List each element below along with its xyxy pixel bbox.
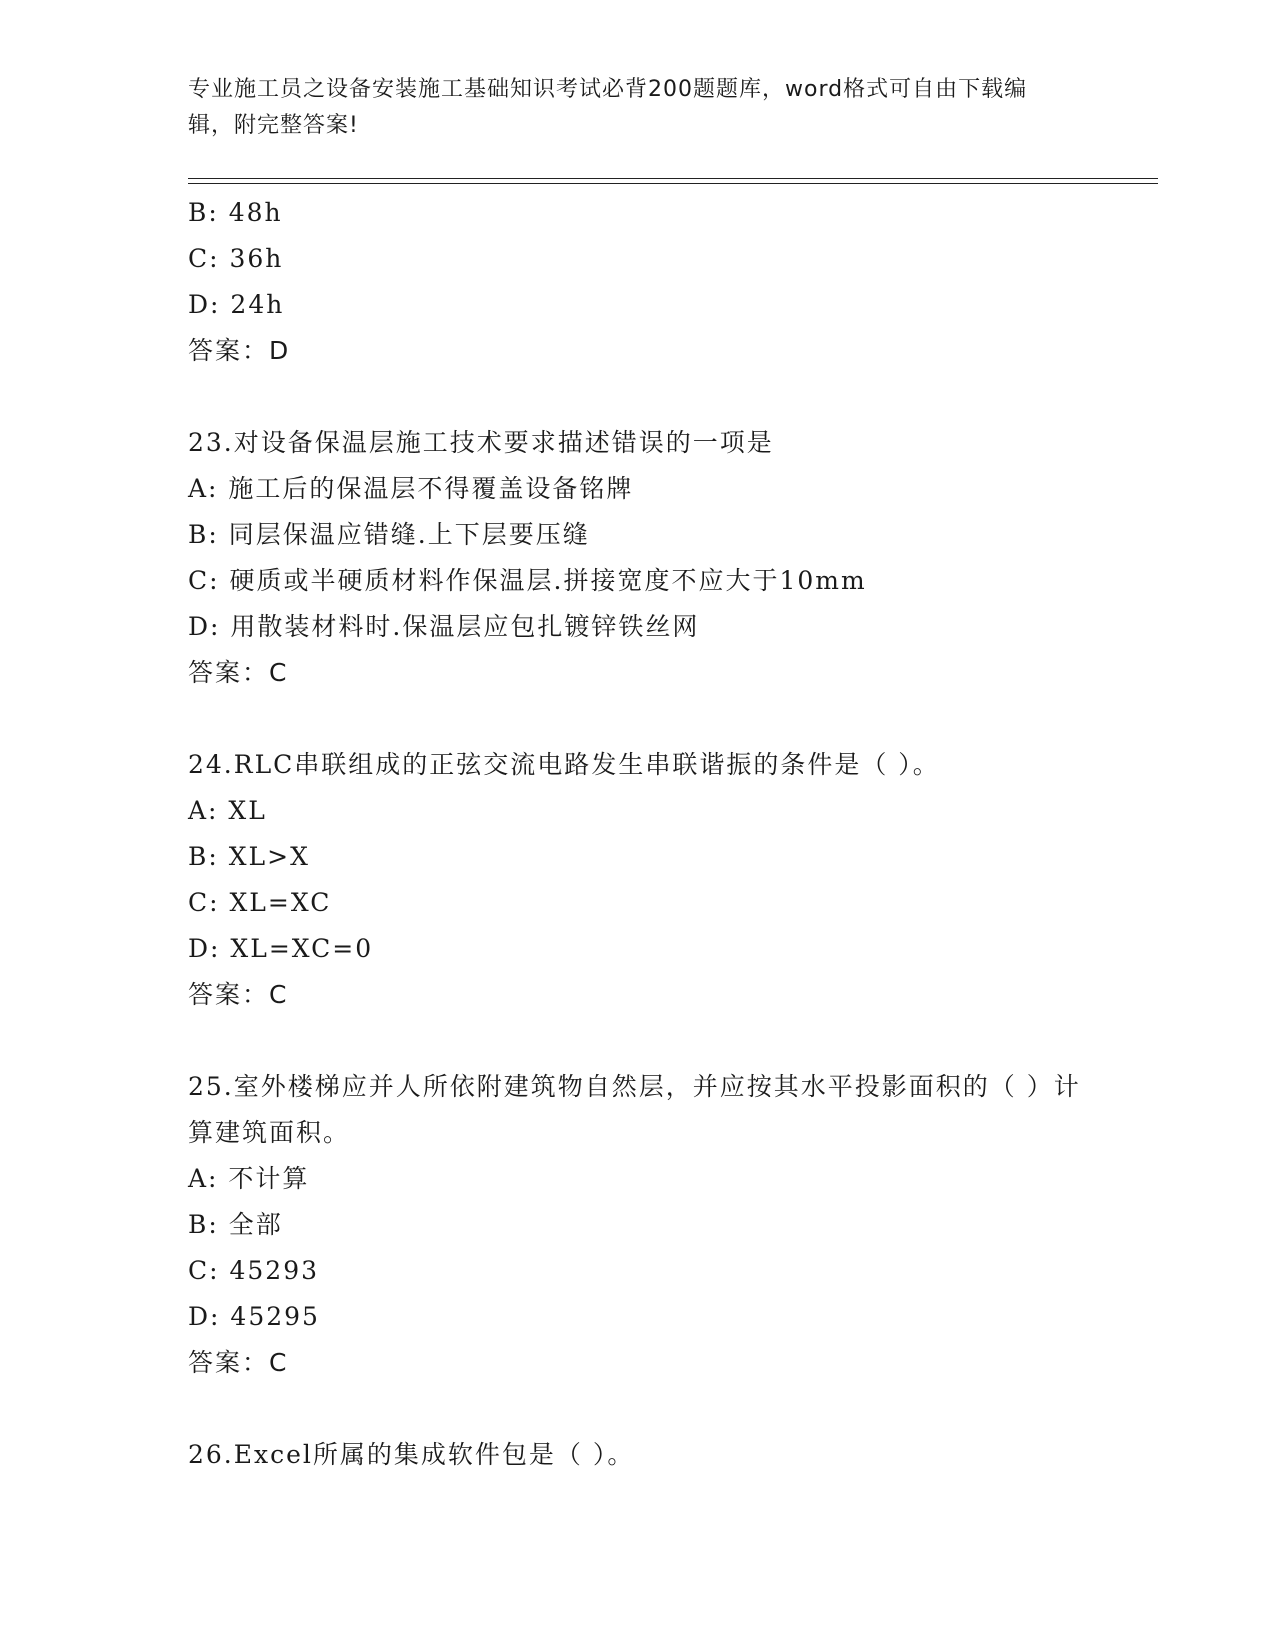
page-header bbox=[188, 72, 1088, 144]
option-b: B: 全部 bbox=[188, 1210, 283, 1239]
option-d: D: 45295 bbox=[188, 1302, 320, 1331]
answer: 答案：C bbox=[188, 658, 289, 687]
question-text: 24.RLC串联组成的正弦交流电路发生串联谐振的条件是（ ）。 bbox=[188, 750, 940, 779]
question-26 bbox=[188, 1432, 1188, 1478]
option-d: D: 24h bbox=[188, 290, 285, 319]
question-text: 25.室外楼梯应并人所依附建筑物自然层，并应按其水平投影面积的（ ）计算建筑面积。 bbox=[188, 1072, 1081, 1147]
question-22 bbox=[188, 190, 1188, 374]
option-c: C: XL=XC bbox=[188, 888, 332, 917]
option-d: D: XL=XC=0 bbox=[188, 934, 374, 963]
document-body bbox=[188, 190, 1188, 1478]
option-a: A: 不计算 bbox=[188, 1164, 310, 1193]
question-23 bbox=[188, 420, 1188, 696]
question-24 bbox=[188, 742, 1188, 1018]
option-c: C: 36h bbox=[188, 244, 284, 273]
option-a: A: 施工后的保温层不得覆盖设备铭牌 bbox=[188, 474, 634, 503]
option-d: D: 用散装材料时.保温层应包扎镀锌铁丝网 bbox=[188, 612, 700, 641]
answer: 答案：C bbox=[188, 1348, 289, 1377]
option-a: A: XL bbox=[188, 796, 267, 825]
question-text: 26.Excel所属的集成软件包是（ ）。 bbox=[188, 1440, 635, 1469]
option-b: B: 同层保温应错缝.上下层要压缝 bbox=[188, 520, 590, 549]
option-c: C: 硬质或半硬质材料作保温层.拼接宽度不应大于10mm bbox=[188, 566, 867, 595]
question-text: 23.对设备保温层施工技术要求描述错误的一项是 bbox=[188, 428, 774, 457]
header-divider-bottom bbox=[188, 183, 1158, 184]
option-c: C: 45293 bbox=[188, 1256, 320, 1285]
answer: 答案：D bbox=[188, 336, 291, 365]
header-divider-top bbox=[188, 178, 1158, 179]
question-25 bbox=[188, 1064, 1188, 1386]
option-b: B: XL>X bbox=[188, 842, 310, 871]
answer: 答案：C bbox=[188, 980, 289, 1009]
option-b: B: 48h bbox=[188, 198, 283, 227]
document-title: 专业施工员之设备安装施工基础知识考试必背200题题库，word格式可自由下载编辑，附完整答案! bbox=[188, 77, 1028, 138]
